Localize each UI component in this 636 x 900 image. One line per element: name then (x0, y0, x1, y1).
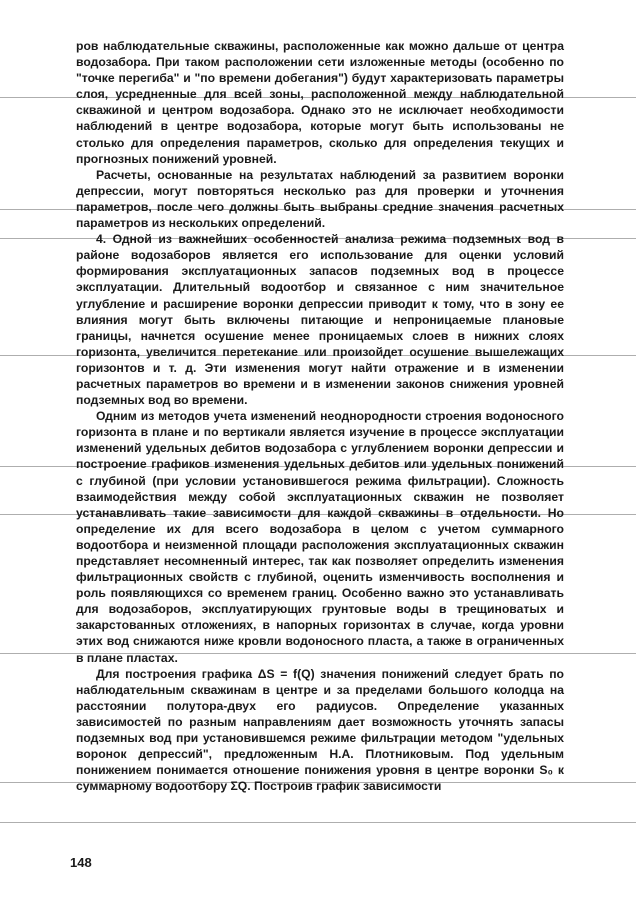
paragraph-4: Одним из методов учета изменений неоднородности строения водоносного горизонта в плане и по вертикали является изучение в процессе эксплуатации изменений удельных дебитов водозабора с углублением воронки депрессии и построение графиков изменения удельных дебитов или удельных понижений с глубиной (при условии установившегося режима фильтрации). Сложность взаимодействия между собой эксплуатационных скважин не позволяет устанавливать такие зависимости для каждой скважины в отдельности. Но определение их для всего водозабора в целом с учетом суммарного водоотбора и неизменной площади расположения эксплуатационных скважин представляет несомненный интерес, так как позволяет определить изменения фильтрационных свойств с глубиной, оценить изменчивость восполнения и роль появляющихся со временем границ. Особенно важно это устанавливать для водозаборов, эксплуатирующих грунтовые воды в трещиноватых и закарстованных отложениях, в напорных горизонтах в случае, когда уровни этих вод снижаются ниже кровли водоносного пласта, а также в ограниченных в плане пластах. (76, 409, 564, 665)
paragraph-1: ров наблюдательные скважины, расположенные как можно дальше от центра водозабора. При таком расположении сети изложенные методы (особенно по "точке перегиба" и "по времени добегания") будут характеризовать параметры слоя, усредненные для всей зоны, расположенной между наблюдательной скважиной и центром водозабора. Однако это не исключает необходимости наблюдений в центре водозабора, которые могут быть использованы не столько для определения параметров, сколько для определения текущих и прогнозных понижений уровней. (76, 39, 564, 166)
page-number: 148 (70, 855, 92, 870)
paragraph-2: Расчеты, основанные на результатах наблюдений за развитием воронки депрессии, могут повторяться несколько раз для проверки и уточнения параметров, после чего должны быть выбраны средние значения расчетных параметров из нескольких определений. (76, 167, 564, 231)
paragraph-5: Для построения графика ΔS = f(Q) значения понижений следует брать по наблюдательным скважинам в центре и за пределами большого колодца на расстоянии полутора-двух его радиусов. Определение указанных зависимостей по разным направлениям дает возможность уточнять запасы подземных вод при установившемся режиме фильтрации методом "удельных воронок депрессий", предложенным Н.А. Плотниковым. Под удельным понижением понимается отношение понижения уровня в центре воронки S₀ к суммарному водоотбору ΣQ. Построив график зависимости (76, 666, 564, 794)
paragraph-3: 4. Одной из важнейших особенностей анализа режима подземных вод в районе водозаборов является его использование для оценки условий формирования эксплуатационных запасов подземных вод в процессе эксплуатации. Длительный водоотбор и связанное с ним значительное углубление и расширение воронки депрессии приводит к тому, что в зону ее влияния могут быть включены питающие и непроницаемые плановые границы, начнется осушение менее проницаемых слоев в нижних слоях горизонта, увеличится перетекание или произойдет осушение вышележащих горизонтов и т. д. Эти изменения могут найти отражение и в изменении расчетных параметров во времени и в изменении законов снижения уровней подземных вод во времени. (76, 232, 564, 408)
body-text (76, 38, 564, 794)
scan-line (0, 822, 636, 823)
